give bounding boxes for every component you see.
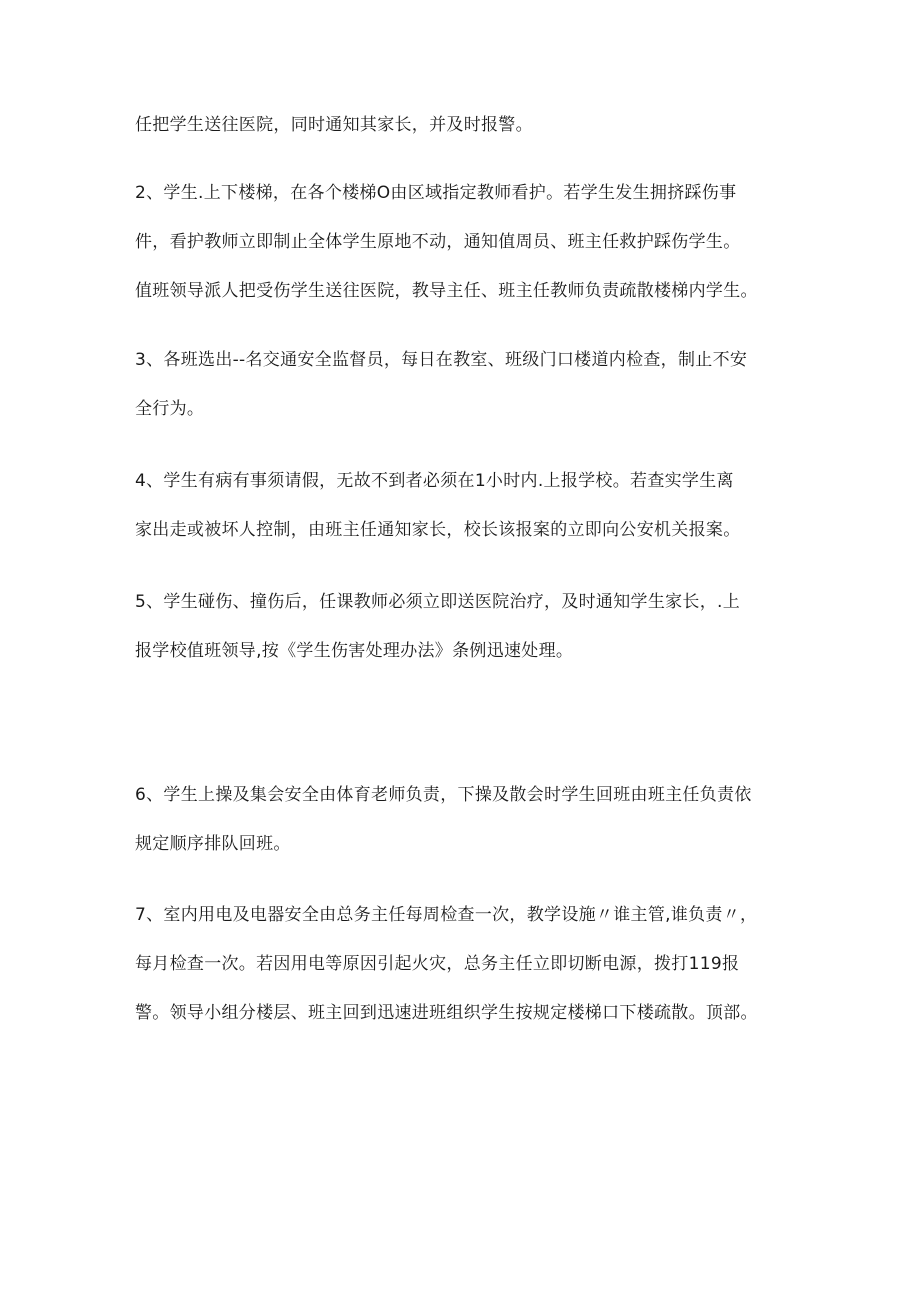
text-line: 全行为。 bbox=[135, 399, 205, 419]
text-line: 规定顺序排队回班。 bbox=[135, 834, 291, 854]
text-line: 警。领导小组分楼层、班主回到迅速进班组织学生按规定楼梯口下楼疏散。顶部。 bbox=[135, 1003, 758, 1023]
text-line: 每月检查一次。若因用电等原因引起火灾，总务主任立即切断电源，拨打119报 bbox=[135, 954, 740, 974]
text-line: 值班领导派人把受伤学生送往医院，教导主任、班主任教师负责疏散楼梯内学生。 bbox=[135, 281, 758, 301]
text-line: 6、学生上操及集会安全由体育老师负责，下操及散会时学生回班由班主任负责依 bbox=[135, 785, 752, 805]
text-line: 4、学生有病有事须请假，无故不到者必须在1小时内.上报学校。若查实学生离 bbox=[135, 471, 734, 491]
text-line: 件，看护教师立即制止全体学生原地不动，通知值周员、班主任救护踩伤学生。 bbox=[135, 232, 741, 252]
text-line: 7、室内用电及电器安全由总务主任每周检查一次，教学设施〃谁主管,谁负责〃， bbox=[135, 905, 758, 925]
text-line: 2、学生.上下楼梯，在各个楼梯O由区域指定教师看护。若学生发生拥挤踩伤事 bbox=[135, 183, 737, 203]
text-line: 报学校值班领导,按《学生伤害处理办法》条例迅速处理。 bbox=[135, 641, 574, 661]
text-line: 任把学生送往医院，同时通知其家长，并及时报警。 bbox=[135, 115, 533, 135]
text-line: 5、学生碰伤、撞伤后，任课教师必须立即送医院治疗，及时通知学生家长，.上 bbox=[135, 592, 741, 612]
text-line: 家出走或被坏人控制，由班主任通知家长，校长该报案的立即向公安机关报案。 bbox=[135, 520, 741, 540]
text-line: 3、各班选出--名交通安全监督员，每日在教室、班级门口楼道内检查，制止不安 bbox=[135, 350, 748, 370]
